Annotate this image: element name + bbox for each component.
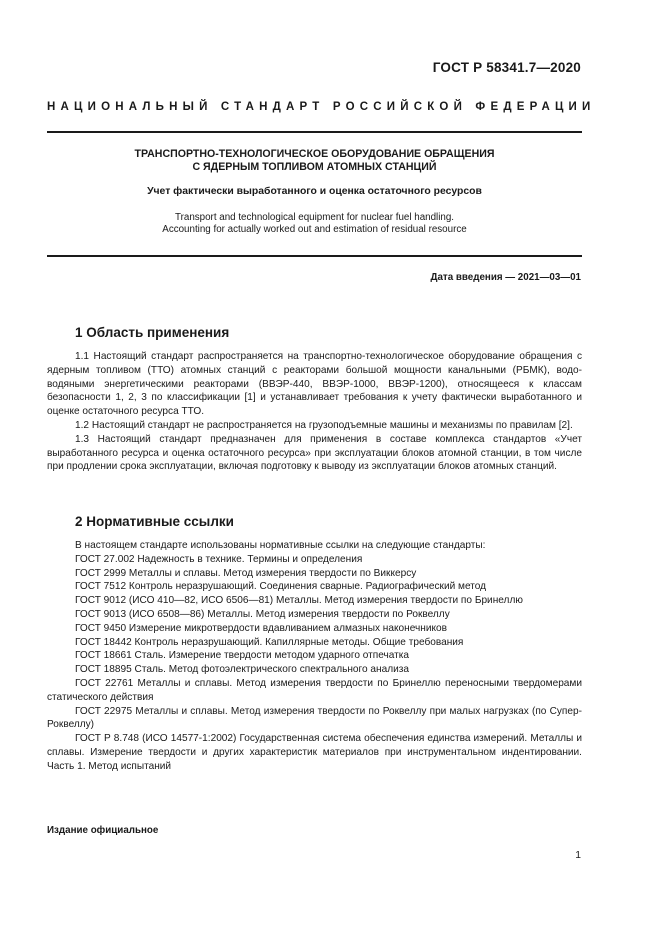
introduction-date: Дата введения — 2021—03—01 [430,272,581,283]
reference-item: ГОСТ 27.002 Надежность в технике. Термины и определения [75,553,363,565]
page-number: 1 [575,850,581,861]
reference-item: ГОСТ 7512 Контроль неразрушающий. Соединения сварные. Радиографический метод [75,581,487,593]
english-title-line-2: Accounting for actually worked out and estimation of residual resource [162,224,467,235]
title-line-1: ТРАНСПОРТНО-ТЕХНОЛОГИЧЕСКОЕ ОБОРУДОВАНИЕ ОБРАЩЕНИЯ [134,148,495,160]
reference-item: ГОСТ 9013 (ИСО 6508—86) Металлы. Метод измерения твердости по Роквеллу [75,608,450,620]
section-references-body [47,539,582,774]
reference-item: ГОСТ 9450 Измерение микротвердости вдавливанием алмазных наконечников [75,622,447,634]
national-standard-banner: НАЦИОНАЛЬНЫЙ СТАНДАРТ РОССИЙСКОЙ ФЕДЕРАЦИИ [47,101,596,113]
reference-item: ГОСТ 22761 Металлы и сплавы. Метод измерения твердости по Бринеллю переносными твердомерами статического действия [47,677,582,703]
reference-item: ГОСТ 18442 Контроль неразрушающий. Капиллярные методы. Общие требования [75,636,464,648]
reference-item: ГОСТ 9012 (ИСО 410—82, ИСО 6506—81) Металлы. Метод измерения твердости по Бринеллю [75,595,523,607]
subtitle: Учет фактически выработанного и оценка остаточного ресурсов [147,186,482,197]
paragraph-1-3: 1.3 Настоящий стандарт предназначен для применения в составе комплекса стандартов «Учет выработанного ресурса и оценка остаточного ресурса» при эксплуатации блоков атомной станции, в том числе при продлении срока эксплуатации, включая подготовку к выводу из эксплуатации блоков атомных станций. [47,433,582,473]
reference-item: ГОСТ 18661 Сталь. Измерение твердости методом ударного отпечатка [75,650,410,662]
english-title-line-1: Transport and technological equipment for nuclear fuel handling. [174,212,455,223]
official-edition-note: Издание официальное [47,825,159,836]
section-scope-body [47,350,582,474]
reference-item: ГОСТ 18895 Сталь. Метод фотоэлектрического спектрального анализа [75,664,409,676]
bottom-divider [47,255,582,257]
reference-item: ГОСТ Р 8.748 (ИСО 14577-1:2002) Государственная система обеспечения единства измерений. Металлы и сплавы. Измерение твердости и других характеристик материалов при инструментальном индентировании. Часть 1. Метод испытаний [47,733,582,772]
title-line-2: С ЯДЕРНЫМ ТОПЛИВОМ АТОМНЫХ СТАНЦИЙ [192,161,437,173]
section-heading-scope: 1 Область применения [75,325,230,340]
paragraph-1-2: 1.2 Настоящий стандарт не распространяется на грузоподъемные машины и механизмы по правилам [2]. [75,419,573,431]
reference-item: ГОСТ 2999 Металлы и сплавы. Метод измерения твердости по Виккерсу [75,567,417,579]
reference-item: ГОСТ 22975 Металлы и сплавы. Метод измерения твердости по Роквеллу при малых нагрузках (по Супер-Роквеллу) [47,705,582,731]
paragraph-1-1: 1.1 Настоящий стандарт распространяется на транспортно-технологическое оборудование обращения с ядерным топливом (ТТО) атомных станций с реакторами большой мощности канальными (РБМК), водо-водяными энергетическими реакторами (ВВЭР-440, ВВЭР-1000, ВВЭР-1200), относящееся к классам безопасности 1, 2, 3 по классификации [1] и устанавливает требования к учету фактически выработанного и оценке остаточного ресурса ТТО. [47,351,582,418]
top-divider [47,131,582,133]
standard-code: ГОСТ Р 58341.7—2020 [432,60,581,75]
section-heading-references: 2 Нормативные ссылки [75,514,234,529]
references-intro: В настоящем стандарте использованы нормативные ссылки на следующие стандарты: [75,540,486,551]
